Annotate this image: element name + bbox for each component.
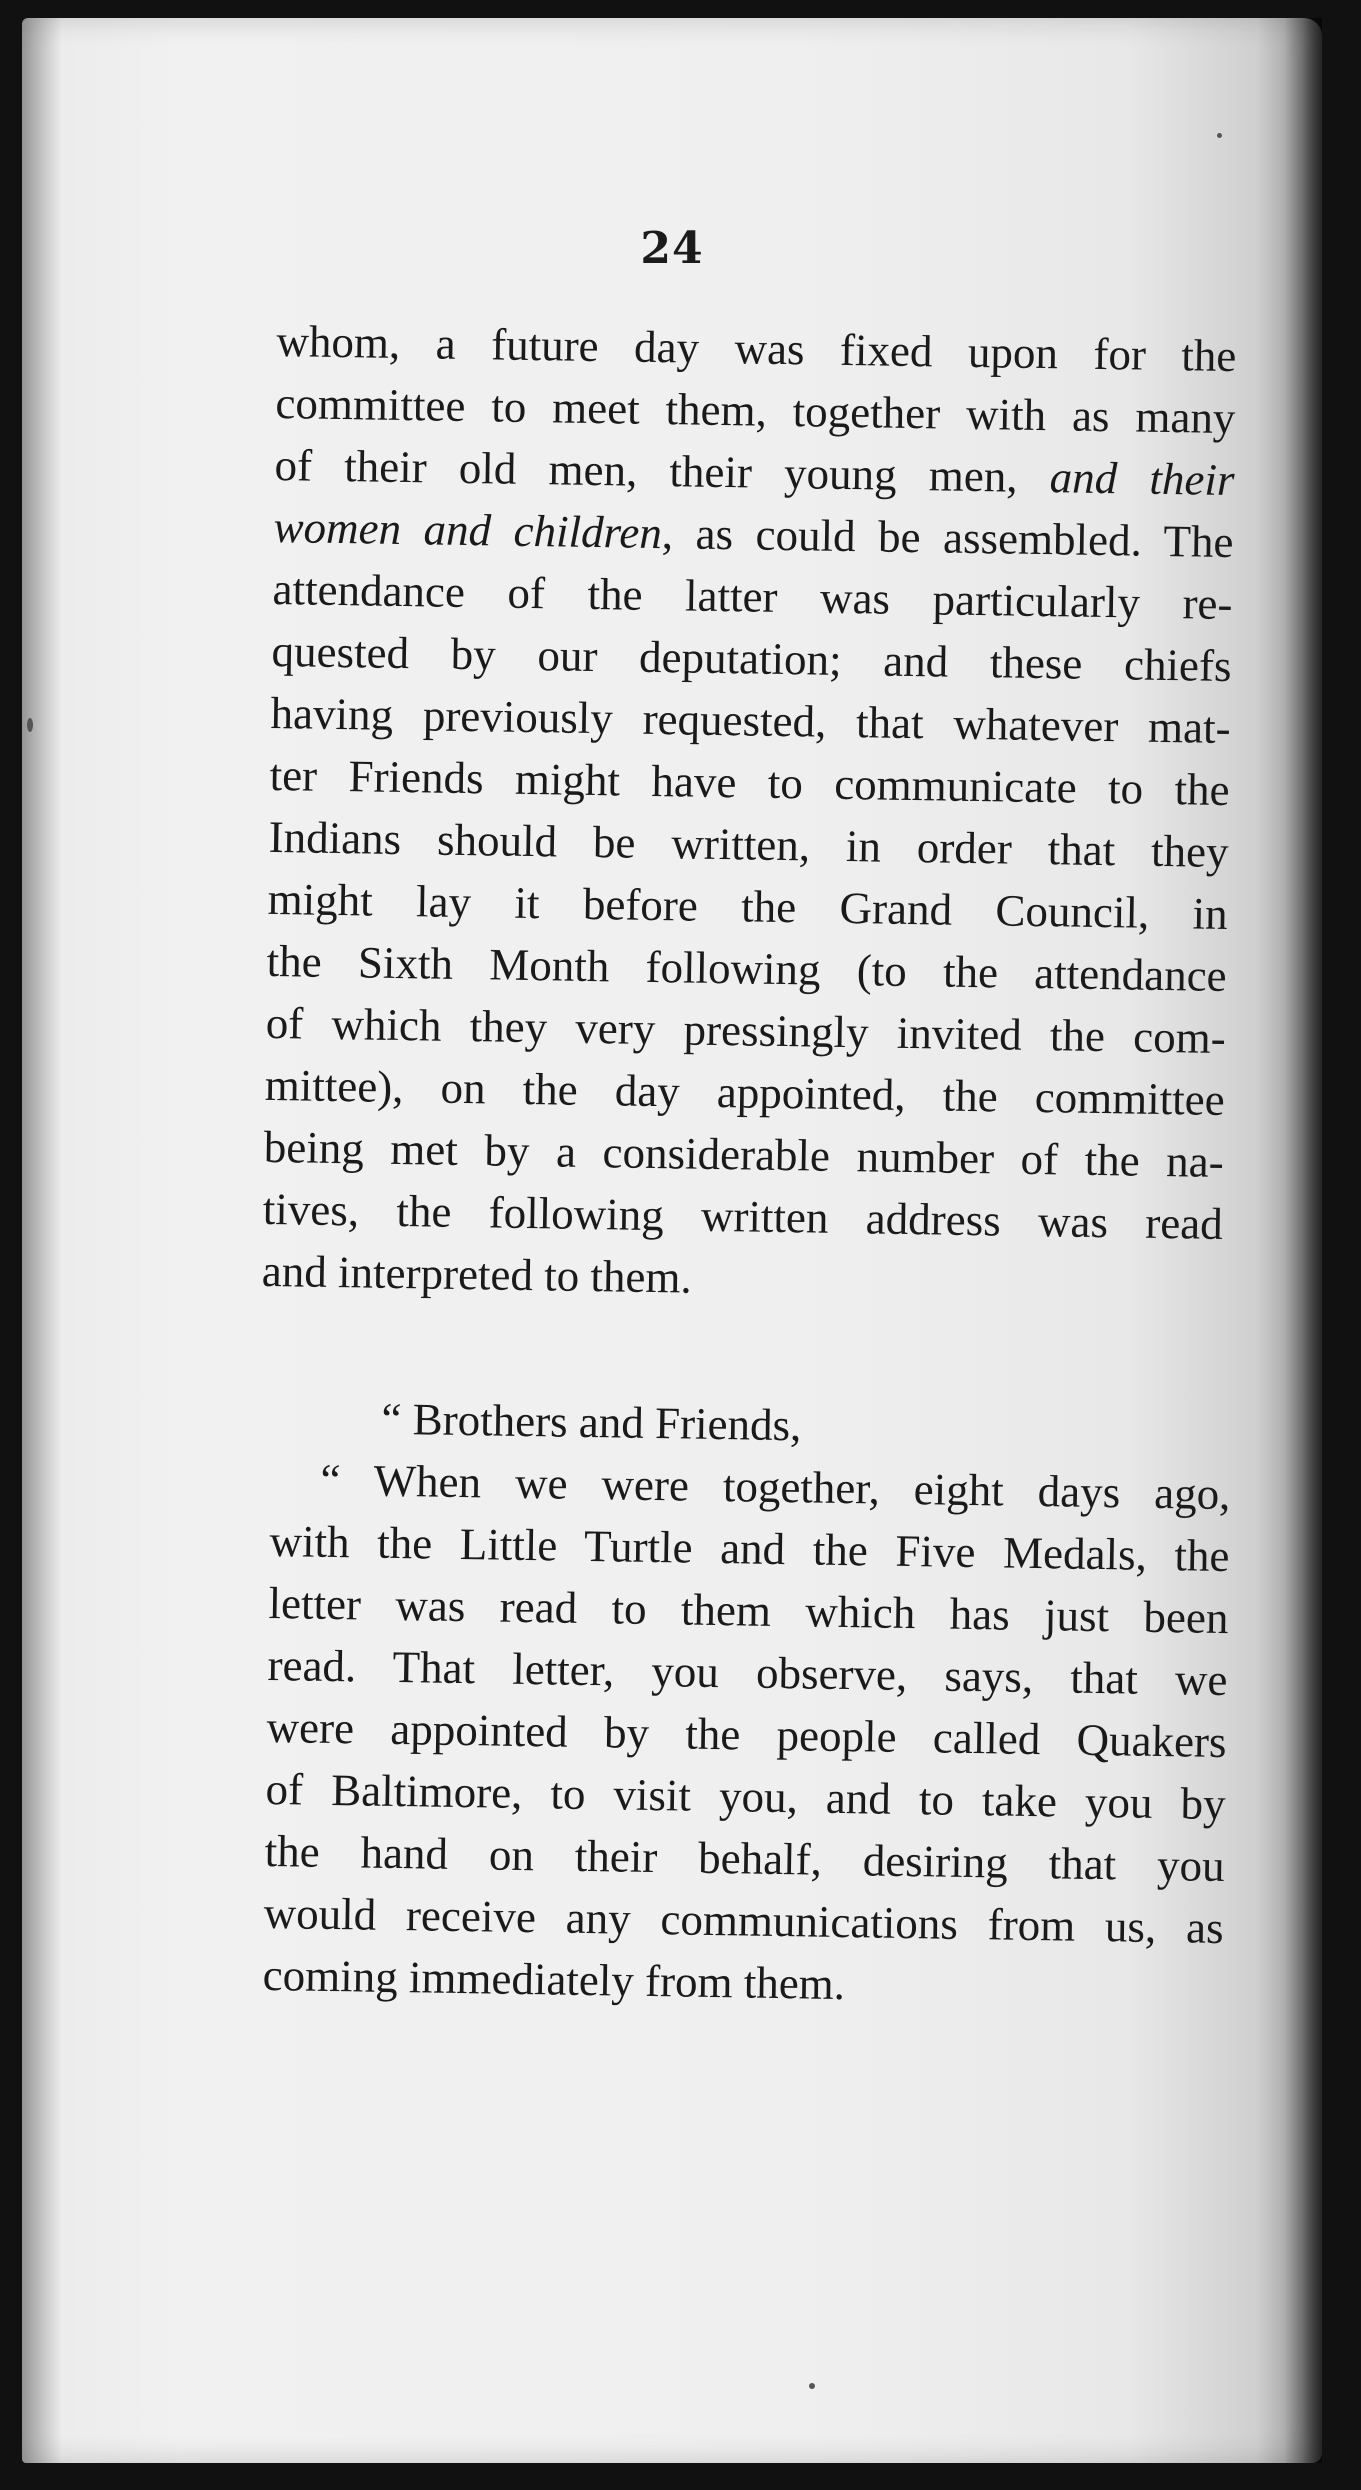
salutation: “ Brothers and Friends, bbox=[381, 1393, 802, 1451]
text-line: were appointed by the people called Quakers bbox=[266, 1701, 1227, 1768]
page-number: 24 bbox=[640, 223, 704, 274]
book-page bbox=[22, 18, 1322, 2463]
text-line-italic: and their bbox=[1049, 452, 1235, 506]
text-line: read. That letter, you observe, says, that we bbox=[267, 1639, 1228, 1706]
paper-speck bbox=[1217, 133, 1222, 138]
text-line: the hand on their behalf, desiring that you bbox=[264, 1825, 1225, 1892]
text-line: mittee), on the day appointed, the committee bbox=[264, 1059, 1226, 1125]
page-edge-shadow bbox=[1284, 18, 1322, 2463]
text-line: of Baltimore, to visit you, and to take you by bbox=[265, 1763, 1226, 1830]
text-line: of which they very pressingly invited the com- bbox=[265, 997, 1227, 1063]
text-line-italic: women and children bbox=[273, 501, 663, 559]
paper-speck bbox=[27, 718, 33, 732]
paragraph-narrative bbox=[261, 310, 1236, 1317]
text-line: having previously requested, that whatever mat- bbox=[270, 687, 1231, 754]
text-line: “ When we were together, eight days ago, bbox=[320, 1454, 1231, 1520]
text-line: tives, the following written address was read bbox=[262, 1183, 1224, 1249]
text-line: being met by a considerable number of the na- bbox=[263, 1121, 1225, 1187]
text-line: Indians should be written, in order that they bbox=[268, 811, 1229, 878]
gutter-shadow bbox=[22, 18, 62, 2463]
text-line: ter Friends might have to communicate to the bbox=[269, 749, 1230, 816]
text-line: might lay it before the Grand Council, in bbox=[267, 873, 1229, 940]
text-line: coming immediately from them. bbox=[262, 1949, 846, 2010]
text-line: committee to meet them, together with as many bbox=[275, 377, 1236, 444]
text-line-roman: , as could be assembled. The bbox=[661, 508, 1234, 568]
text-line: would receive any communications from us, as bbox=[263, 1887, 1224, 1954]
text-line: and interpreted to them. bbox=[261, 1245, 693, 1303]
text-line: letter was read to them which has just been bbox=[268, 1577, 1229, 1644]
text-line: whom, a future day was fixed upon for the bbox=[276, 315, 1237, 382]
text-line-roman: of their old men, their young men, bbox=[274, 439, 1018, 502]
paragraph-address bbox=[262, 1386, 1232, 2021]
text-line: attendance of the latter was particularly re- bbox=[272, 563, 1233, 630]
text-line: quested by our deputation; and these chiefs bbox=[271, 625, 1232, 692]
paper-speck bbox=[809, 2383, 815, 2389]
text-line: the Sixth Month following (to the attendance bbox=[266, 935, 1228, 1001]
text-line: with the Little Turtle and the Five Medals, the bbox=[269, 1515, 1230, 1582]
